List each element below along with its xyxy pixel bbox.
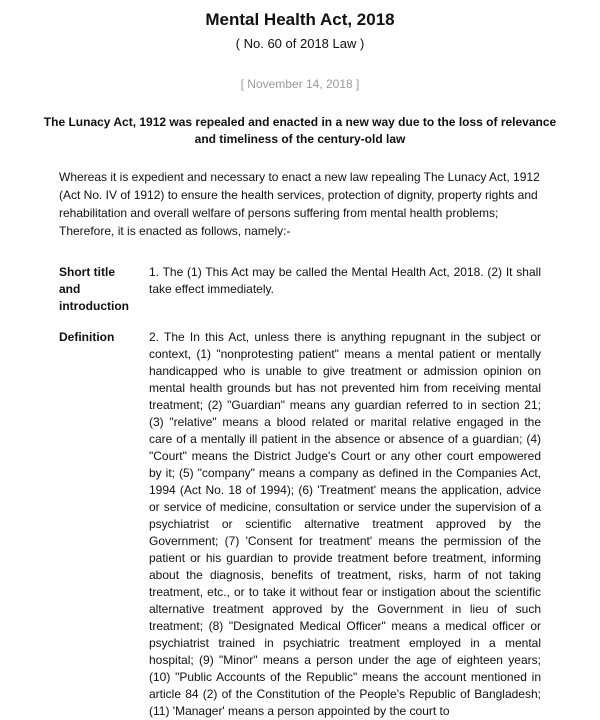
preamble: Whereas it is expedient and necessary to enact a new law repealing The Lunacy Act, 1912 (Act No. IV of 1912) to ensure the health services, protection of dignity, property rights and rehabilitation and overall welfare of persons suffering from mental health problems; Therefore, it is enacted as follows, namely:- xyxy=(59,170,540,238)
section-title: Definition xyxy=(59,330,115,344)
act-summary: The Lunacy Act, 1912 was repealed and enacted in a new way due to the loss of relevance and timeliness of the century-old law xyxy=(43,115,557,146)
section-body: 2. The In this Act, unless there is anything repugnant in the subject or context, (1) "nonprotesting patient" means a mental patient or mentally handicapped who is unable to give treatment or admission opinion on mental health grounds but has not prevented him from receiving mental treatment; (2) "Guardian" means any guardian referred to in section 21; (3) "relative" means a blood related or marital relative engaged in the care of a mentally ill patient in the absence or absence of a guardian; (4) "Court" means the District Judge's Court or any other court empowered by it; (5) "company" means a company as defined in the Companies Act, 1994 (Act No. 18 of 1994); (6) 'Treatment' means the application, advice or service of medicine, consultation or service under the supervision of a psychiatrist or scientific alternative treatment approved by the Government; (7) 'Consent for treatment' means the permission of the patient or his guardian to provide treatment before treatment, informing about the diagnosis, benefits of treatment, risks, harm of not taking treatment, etc., or to take it without fear or instigation about the scientific alternative treatment approved by the Government in lieu of such treatment; (8) "Designated Medical Officer" means a medical officer or psychiatrist trained in psychiatric treatment employed in a mental hospital; (9) "Minor" means a person under the age of eighteen years; (10) "Public Accounts of the Republic" means the account mentioned in article 84 (2) of the Constitution of the People's Republic of Bangladesh; (11) 'Manager' means a person appointed by the court to xyxy=(149,330,541,718)
enactment-date: [ November 14, 2018 ] xyxy=(240,77,360,91)
section-body: 1. The (1) This Act may be called the Mental Health Act, 2018. (2) It shall take effect immediately. xyxy=(149,265,541,296)
page-title: Mental Health Act, 2018 xyxy=(205,10,395,29)
section-title: Short title and introduction xyxy=(59,265,129,313)
law-number: ( No. 60 of 2018 Law ) xyxy=(235,36,365,51)
